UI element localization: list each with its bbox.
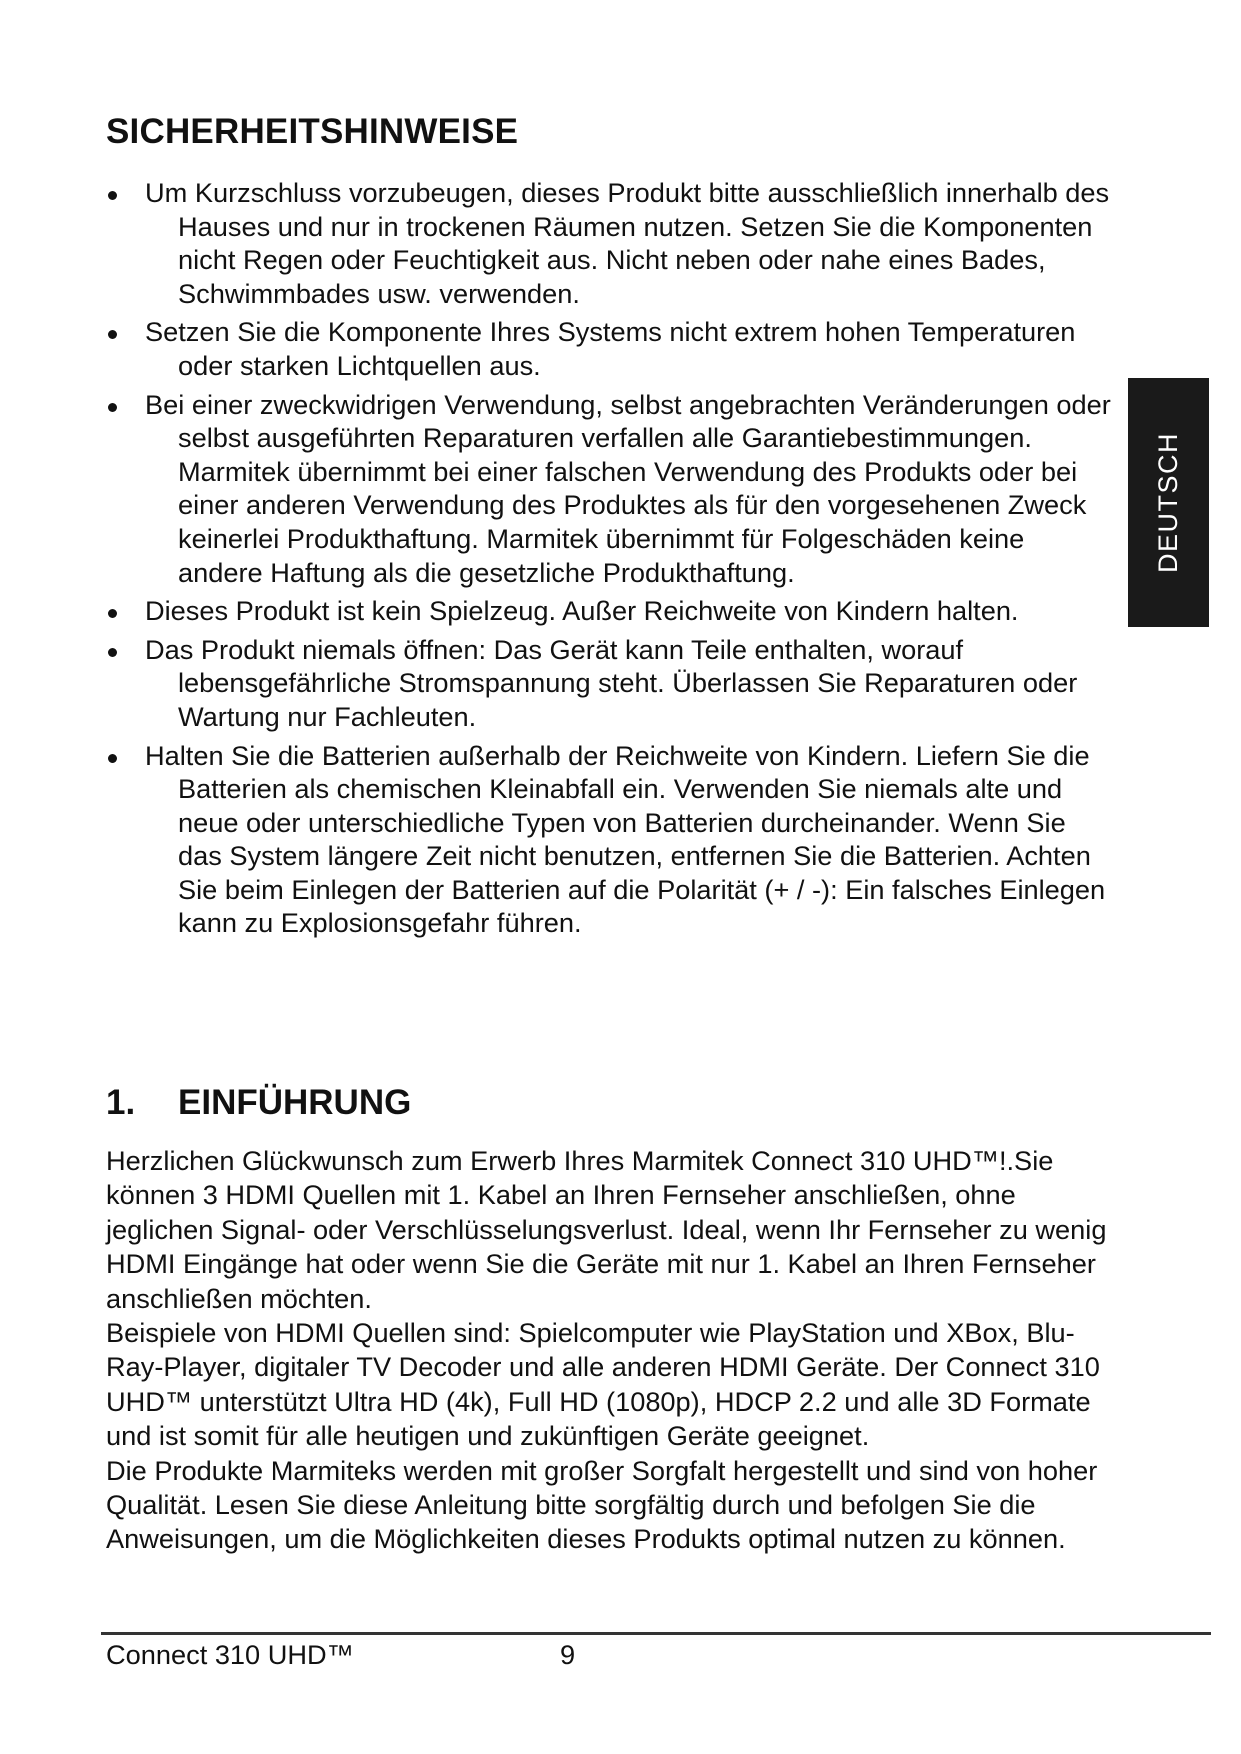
list-item — [106, 633, 1116, 734]
intro-paragraph: Beispiele von HDMI Quellen sind: Spielcomputer wie PlayStation und XBox, Blu-Ray-Player, digitaler TV Decoder und alle anderen HDMI Geräte. Der Connect 310 UHD™ unterstützt Ultra HD (4k), Full HD (1080p), HDCP 2.2 und alle 3D Formate und ist somit für alle heutigen und zukünftigen Geräte geeignet. — [106, 1317, 1100, 1452]
list-item-text: Das Produkt niemals öffnen: Das Gerät kann Teile enthalten, worauf lebensgefährliche Stromspannung steht. Überlassen Sie Reparaturen oder Wartung nur Fachleuten. — [145, 633, 1078, 732]
list-item — [106, 315, 1116, 382]
list-item — [106, 388, 1116, 590]
section-title: EINFÜHRUNG — [178, 1083, 412, 1122]
list-item-text: Setzen Sie die Komponente Ihres Systems nicht extrem hohen Temperaturen oder starken Lichtquellen aus. — [145, 316, 1076, 381]
language-tab — [1128, 378, 1209, 627]
list-item-text: Um Kurzschluss vorzubeugen, dieses Produkt bitte ausschließlich innerhalb des Hauses und nur in trockenen Räumen nutzen. Setzen Sie die Komponenten nicht Regen oder Feuchtigkeit aus. Nicht neben oder nahe eines Bades, Schwimmbades usw. verwenden. — [145, 177, 1110, 309]
safety-heading: SICHERHEITSHINWEISE — [106, 112, 519, 151]
bullet-icon — [108, 191, 117, 200]
safety-list — [106, 176, 1116, 945]
bullet-icon — [108, 754, 117, 763]
list-item-text: Halten Sie die Batterien außerhalb der Reichweite von Kindern. Liefern Sie die Batterien als chemischen Kleinabfall ein. Verwenden Sie niemals alte und neue oder unterschiedliche Typen von Batterien durcheinander. Wenn Sie das System längere Zeit nicht benutzen, entfernen Sie die Batterien. Achten Sie beim Einlegen der Batterien auf die Polarität (+ / -): Ein falsches Einlegen kann zu Explosionsgefahr führen. — [145, 739, 1106, 939]
intro-paragraph: Die Produkte Marmiteks werden mit großer Sorgfalt hergestellt und sind von hoher Qualität. Lesen Sie diese Anleitung bitte sorgfältig durch und befolgen Sie die Anweisungen, um die Möglichkeiten dieses Produkts optimal nutzen zu können. — [106, 1454, 1098, 1555]
bullet-icon — [108, 403, 117, 412]
intro-heading — [106, 1083, 411, 1123]
language-tab-label: DEUTSCH — [1153, 431, 1184, 574]
bullet-icon — [108, 609, 117, 618]
page-number: 9 — [560, 1639, 576, 1670]
bullet-icon — [108, 330, 117, 339]
list-item — [106, 594, 1116, 628]
list-item-text: Bei einer zweckwidrigen Verwendung, selbst angebrachten Veränderungen oder selbst ausgeführten Reparaturen verfallen alle Garantiebestimmungen. Marmitek übernimmt bei einer falschen Verwendung des Produkts oder bei einer anderen Verwendung des Produktes als für den vorgesehenen Zweck keinerlei Produkthaftung. Marmitek übernimmt für Folgeschäden keine andere Haftung als die gesetzliche Produkthaftung. — [145, 388, 1111, 588]
intro-paragraph: Herzlichen Glückwunsch zum Erwerb Ihres Marmitek Connect 310 UHD™!.Sie können 3 HDMI Quellen mit 1. Kabel an Ihren Fernseher anschließen, ohne jeglichen Signal- oder Verschlüsselungsverlust. Ideal, wenn Ihr Fernseher zu wenig HDMI Eingänge hat oder wenn Sie die Geräte mit nur 1. Kabel an Ihren Fernseher anschließen möchten. — [106, 1145, 1107, 1314]
footer-divider — [101, 1632, 1211, 1635]
list-item — [106, 176, 1116, 310]
footer-product-name: Connect 310 UHD™ — [106, 1639, 354, 1670]
list-item-text: Dieses Produkt ist kein Spielzeug. Außer Reichweite von Kindern halten. — [145, 595, 1019, 627]
list-item — [106, 739, 1116, 941]
section-number: 1. — [106, 1083, 136, 1122]
intro-body — [106, 1144, 1116, 1557]
bullet-icon — [108, 648, 117, 657]
